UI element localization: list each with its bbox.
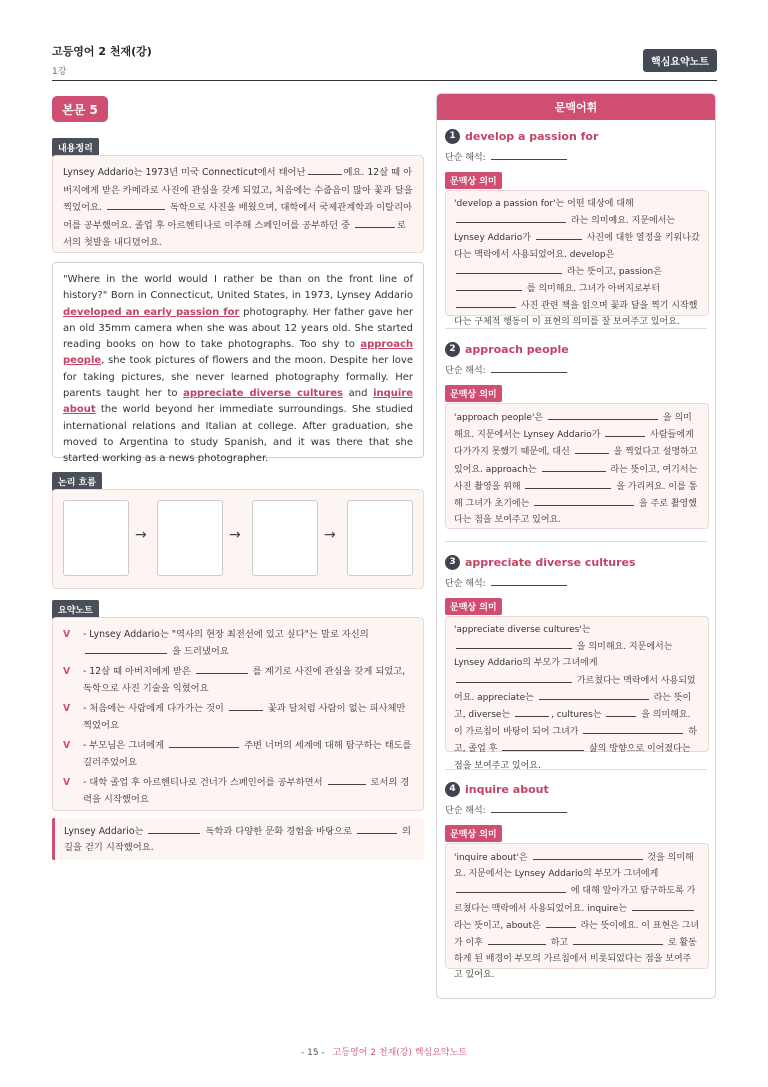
logic-flow-tag: 논리 흐름 xyxy=(52,472,102,491)
vocab-item-4: 4 inquire about 단순 해석: 문맥상 의미 'inquire about'은 것을 의미해요. 지문에서는 Lynsey Addario의 부모가 그녀에게 에 대해 알아가고 탐구하도록 가르쳤다는 맥락에서 사용되었어요. inquire는 라는 뜻이고, about은 라는 뜻이에요. 이 표현은 그녀가 이후 하고 로 활동하게 된 배경이 부모의 가르침에서 비롯되었다는 점을 보여주고 있어요. xyxy=(445,781,709,969)
flow-step-3[interactable] xyxy=(252,500,318,576)
conclusion-box: Lynsey Addario는 독학과 다양한 문화 경험을 바탕으로 의 길을 걷기 시작했어요. xyxy=(52,818,424,860)
content-summary-box: Lynsey Addario는 1973년 미국 Connecticut에서 태어난 예요. 12살 때 아버지에게 받은 카메라로 사진에 관심을 갖게 되었고, 처음에는 수줍음이 많아 꽃과 달을 찍었어요. 독학으로 사진을 배웠으며, 대학에서 국제관계학과 이탈리아어를 공부했어요. 졸업 후 아르헨티나로 이주해 스페인어를 공부하던 중 로서의 첫발을 내디뎠어요. xyxy=(52,155,424,253)
blank[interactable] xyxy=(575,443,609,454)
divider xyxy=(445,328,707,329)
flow-step-1[interactable] xyxy=(63,500,129,576)
context-vocab-panel xyxy=(436,93,716,999)
number-badge: 4 xyxy=(445,782,460,797)
blank[interactable] xyxy=(456,212,566,223)
vocab-item-1: 1 develop a passion for 단순 해석: 문맥상 의미 'develop a passion for'는 어떤 대상에 대해 라는 의미예요. 지문에서는 Lynsey Addario가 사진에 대한 열정을 키워나갔다는 맥락에서 사용되었어요. develop은 라는 뜻이고, passion은 를 의미해요. 그녀가 아버지로부터 사진 관련 책을 읽으며 꽃과 달을 찍기 시작했다는 구체적 행동이 이 표현의 의미를 잘 보여주고 있어요. xyxy=(445,128,709,316)
blank[interactable] xyxy=(148,823,200,834)
blank[interactable] xyxy=(85,643,167,654)
flow-step-4[interactable] xyxy=(347,500,413,576)
blank[interactable] xyxy=(456,297,516,308)
blank[interactable] xyxy=(456,638,572,649)
footer-book-title: 고등영어 2 천재(강) 핵심요약노트 xyxy=(332,1048,468,1058)
logic-flow-box xyxy=(52,489,424,589)
meaning-box: 'approach people'은 을 의미해요. 지문에서는 Lynsey Addario가 사람들에게 다가가지 못했기 때문에, 대신 을 찍었다고 설명하고 있어요. approach는 라는 뜻이고, 여기서는 사진 촬영을 위해 을 가리켜요. 이를 통해 그녀가 초기에는 을 주로 촬영했다는 점을 보여주고 있어요. xyxy=(445,403,709,529)
blank[interactable] xyxy=(491,149,567,160)
meaning-tag: 문맥상 의미 xyxy=(445,385,502,402)
meaning-tag: 문맥상 의미 xyxy=(445,172,502,189)
meaning-tag: 문맥상 의미 xyxy=(445,825,502,842)
section-label: 본문 5 xyxy=(52,96,108,122)
blank[interactable] xyxy=(583,723,683,734)
arrow-right-icon: → xyxy=(135,527,147,543)
summary-item: V - 처음에는 사람에게 다가가는 것이 꽃과 달처럼 사람이 없는 피사체만 찍었어요 xyxy=(63,700,413,734)
page-header xyxy=(52,43,717,81)
blank[interactable] xyxy=(355,217,395,228)
blank[interactable] xyxy=(573,934,663,945)
summary-item: V - Lynsey Addario는 "역사의 현장 최전선에 있고 싶다"는 말로 자신의 을 드러냈어요 xyxy=(63,629,369,657)
blank[interactable] xyxy=(533,849,643,860)
blank[interactable] xyxy=(456,882,566,893)
note-badge: 핵심요약노트 xyxy=(643,49,717,72)
keyword-approach-people: approach people xyxy=(63,339,413,367)
keyword-appreciate-cultures: appreciate diverse cultures xyxy=(183,388,343,400)
blank[interactable] xyxy=(196,663,248,674)
blank[interactable] xyxy=(536,229,582,240)
vocab-item-2: 2 approach people 단순 해석: 문맥상 의미 'approach people'은 을 의미해요. 지문에서는 Lynsey Addario가 사람들에게 다가가지 못했기 때문에, 대신 을 찍었다고 설명하고 있어요. approach는 라는 뜻이고, 여기서는 사진 촬영을 위해 을 가리켜요. 이를 통해 그녀가 초기에는 을 주로 촬영했다는 점을 보여주고 있어요. xyxy=(445,341,709,529)
blank[interactable] xyxy=(488,934,546,945)
summary-note-tag: 요약노트 xyxy=(52,600,99,619)
number-badge: 2 xyxy=(445,342,460,357)
blank[interactable] xyxy=(546,917,576,928)
blank[interactable] xyxy=(308,164,342,175)
summary-note-box xyxy=(52,617,424,811)
blank[interactable] xyxy=(525,478,611,489)
meaning-tag: 문맥상 의미 xyxy=(445,598,502,615)
keyword-inquire-about: inquire about xyxy=(63,388,414,416)
divider xyxy=(445,541,707,542)
meaning-box: 'inquire about'은 것을 의미해요. 지문에서는 Lynsey Addario의 부모가 그녀에게 에 대해 알아가고 탐구하도록 가르쳤다는 맥락에서 사용되었어요. inquire는 라는 뜻이고, about은 라는 뜻이에요. 이 표현은 그녀가 이후 하고 로 활동하게 된 배경이 부모의 가르침에서 비롯되었다는 점을 보여주고 있어요. xyxy=(445,843,709,969)
blank[interactable] xyxy=(606,706,636,717)
summary-item: V - 부모님은 그녀에게 주변 너머의 세계에 대해 탐구하는 태도를 길러주었어요 xyxy=(63,737,413,771)
blank[interactable] xyxy=(502,740,584,751)
vocab-term: appreciate diverse cultures xyxy=(465,555,636,569)
vocab-term: inquire about xyxy=(465,782,549,796)
blank[interactable] xyxy=(328,774,366,785)
passage-box: "Where in the world would I rather be than on the front line of history?" Born in Connecticut, United States, in 1973, Lynsey Addario developed an early passion for photography. Her father gave her an old 35mm camera when she was about 12 years old. She started reading books on how to take photographs. Too shy to approach people, she took pictures of flowers and the moon. Despite her love for taking pictures, she never learned photography formally. Her parents taught her to appreciate diverse cultures and inquire about the world beyond her immediate surroundings. She studied international relations and Italian at college. After graduation, she moved to Argentina to study Spanish, and it was there that she started working as a news photographer. xyxy=(52,262,424,458)
page-footer xyxy=(0,1045,768,1058)
vocab-item-3: 3 appreciate diverse cultures 단순 해석: 문맥상 의미 'appreciate diverse cultures'는 을 의미해요. 지문에서는 Lynsey Addario의 부모가 그녀에게 가르쳤다는 맥락에서 사용되었어요. appreciate는 라는 뜻이고, diverse는 , cultures는 을 의미해요. 이 가르침이 바탕이 되어 그녀가 하고, 졸업 후 삶의 방향으로 이어졌다는 점을 보여주고 있어요. xyxy=(445,554,709,752)
blank[interactable] xyxy=(542,461,606,472)
blank[interactable] xyxy=(456,263,562,274)
blank[interactable] xyxy=(491,362,567,373)
meaning-box: 'appreciate diverse cultures'는 을 의미해요. 지문에서는 Lynsey Addario의 부모가 그녀에게 가르쳤다는 맥락에서 사용되었어요. appreciate는 라는 뜻이고, diverse는 , cultures는 을 의미해요. 이 가르침이 바탕이 되어 그녀가 하고, 졸업 후 삶의 방향으로 이어졌다는 점을 보여주고 있어요. xyxy=(445,616,709,752)
blank[interactable] xyxy=(169,737,239,748)
vocab-term: approach people xyxy=(465,342,569,356)
number-badge: 1 xyxy=(445,129,460,144)
summary-item: V - 대학 졸업 후 아르헨티나로 건너가 스페인어를 공부하면서 로서의 경력을 시작했어요 xyxy=(63,774,413,808)
arrow-right-icon: → xyxy=(229,527,241,543)
blank[interactable] xyxy=(491,575,567,586)
blank[interactable] xyxy=(357,823,397,834)
content-summary-tag: 내용정리 xyxy=(52,138,99,157)
blank[interactable] xyxy=(456,280,522,291)
blank[interactable] xyxy=(229,700,263,711)
blank[interactable] xyxy=(515,706,549,717)
meaning-box: 'develop a passion for'는 어떤 대상에 대해 라는 의미예요. 지문에서는 Lynsey Addario가 사진에 대한 열정을 키워나갔다는 맥락에서 사용되었어요. develop은 라는 뜻이고, passion은 를 의미해요. 그녀가 아버지로부터 사진 관련 책을 읽으며 꽃과 달을 찍기 시작했다는 구체적 행동이 이 표현의 의미를 잘 보여주고 있어요. xyxy=(445,190,709,316)
blank[interactable] xyxy=(107,199,165,210)
blank[interactable] xyxy=(534,495,634,506)
summary-item: V - 12살 때 아버지에게 받은 를 계기로 사진에 관심을 갖게 되었고, 독학으로 사진 기술을 익혔어요 xyxy=(63,663,413,697)
blank[interactable] xyxy=(632,900,694,911)
vocab-term: develop a passion for xyxy=(465,129,599,143)
flow-step-2[interactable] xyxy=(157,500,223,576)
panel-title: 문맥어휘 xyxy=(437,94,715,120)
blank[interactable] xyxy=(456,672,572,683)
blank[interactable] xyxy=(491,802,567,813)
page-number: - 15 - xyxy=(300,1048,325,1058)
blank[interactable] xyxy=(548,409,658,420)
book-title: 고등영어 2 천재(강) xyxy=(52,45,152,58)
number-badge: 3 xyxy=(445,555,460,570)
blank[interactable] xyxy=(539,689,649,700)
blank[interactable] xyxy=(605,426,645,437)
keyword-develop-passion: developed an early passion for xyxy=(63,306,240,318)
divider xyxy=(445,769,707,770)
arrow-right-icon: → xyxy=(324,527,336,543)
lesson-label: 1강 xyxy=(52,67,67,77)
